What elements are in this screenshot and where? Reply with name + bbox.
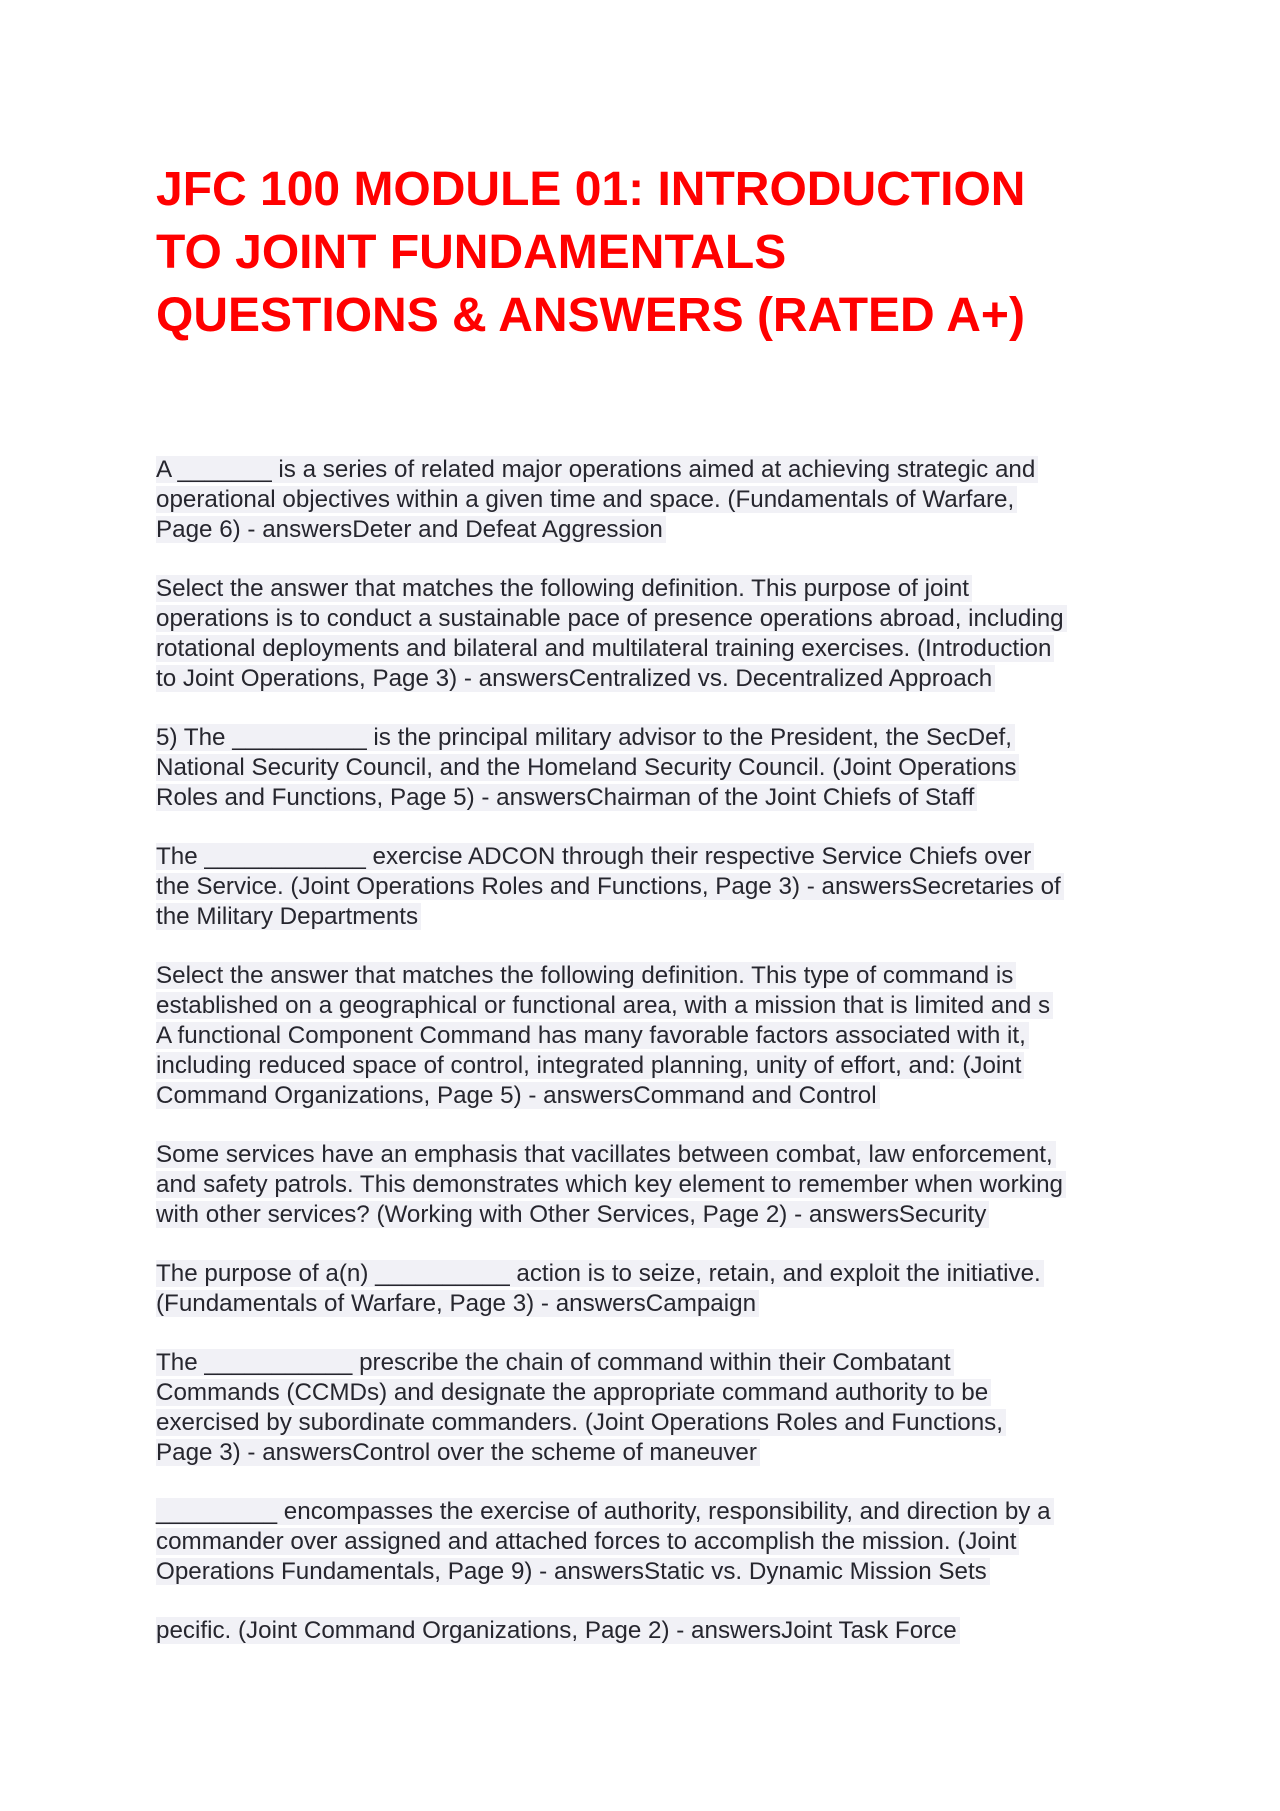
qa-list xyxy=(156,455,1156,1675)
qa-line xyxy=(156,664,1156,694)
qa-line xyxy=(156,634,1156,664)
qa-line xyxy=(156,515,1156,545)
qa-line-text: and safety patrols. This demonstrates which key element to remember when working xyxy=(156,1171,1066,1198)
qa-line-text: with other services? (Working with Other Services, Page 2) - answersSecurity xyxy=(156,1201,989,1228)
qa-line-text: National Security Council, and the Homeland Security Council. (Joint Operations xyxy=(156,754,1019,781)
qa-line-text: commander over assigned and attached forces to accomplish the mission. (Joint xyxy=(156,1528,1019,1555)
qa-line xyxy=(156,961,1156,991)
qa-line-text: The ____________ exercise ADCON through their respective Service Chiefs over xyxy=(156,843,1034,870)
qa-item xyxy=(156,1497,1156,1587)
qa-line xyxy=(156,723,1156,753)
qa-line-text: Commands (CCMDs) and designate the appropriate command authority to be xyxy=(156,1379,991,1406)
qa-line-text: Select the answer that matches the following definition. This purpose of joint xyxy=(156,575,972,602)
qa-line-text: Some services have an emphasis that vacillates between combat, law enforcement, xyxy=(156,1141,1056,1168)
qa-line xyxy=(156,1051,1156,1081)
qa-line-text: Operations Fundamentals, Page 9) - answersStatic vs. Dynamic Mission Sets xyxy=(156,1558,990,1585)
qa-line-text: (Fundamentals of Warfare, Page 3) - answersCampaign xyxy=(156,1290,759,1317)
qa-line xyxy=(156,1557,1156,1587)
qa-line xyxy=(156,485,1156,515)
qa-line xyxy=(156,842,1156,872)
qa-item xyxy=(156,1259,1156,1319)
qa-line xyxy=(156,1289,1156,1319)
qa-line xyxy=(156,1616,1156,1646)
qa-line-text: Select the answer that matches the following definition. This type of command is xyxy=(156,962,1016,989)
qa-line xyxy=(156,455,1156,485)
qa-line xyxy=(156,1200,1156,1230)
qa-line-text: the Military Departments xyxy=(156,903,421,930)
qa-line-text: A _______ is a series of related major operations aimed at achieving strategic and xyxy=(156,456,1038,483)
qa-line xyxy=(156,1259,1156,1289)
qa-line-text: _________ encompasses the exercise of authority, responsibility, and direction by a xyxy=(156,1498,1054,1525)
qa-line xyxy=(156,1527,1156,1557)
qa-line xyxy=(156,783,1156,813)
qa-line-text: The purpose of a(n) __________ action is to seize, retain, and exploit the initiative. xyxy=(156,1260,1044,1287)
qa-line xyxy=(156,1408,1156,1438)
qa-line xyxy=(156,1170,1156,1200)
qa-line-text: Command Organizations, Page 5) - answersCommand and Control xyxy=(156,1082,880,1109)
document-title-line: QUESTIONS & ANSWERS (RATED A+) xyxy=(156,289,1025,342)
qa-line xyxy=(156,1140,1156,1170)
qa-line-text: 5) The __________ is the principal military advisor to the President, the SecDef, xyxy=(156,724,1015,751)
document-title-line: TO JOINT FUNDAMENTALS xyxy=(156,226,787,279)
qa-item xyxy=(156,455,1156,545)
qa-line-text: including reduced space of control, integrated planning, unity of effort, and: (Joint xyxy=(156,1052,1024,1079)
qa-line-text: to Joint Operations, Page 3) - answersCentralized vs. Decentralized Approach xyxy=(156,665,995,692)
qa-line xyxy=(156,1378,1156,1408)
qa-line-text: rotational deployments and bilateral and multilateral training exercises. (Introduction xyxy=(156,635,1054,662)
document-title xyxy=(156,158,1156,347)
qa-line xyxy=(156,1497,1156,1527)
qa-line xyxy=(156,1348,1156,1378)
qa-line-text: Roles and Functions, Page 5) - answersChairman of the Joint Chiefs of Staff xyxy=(156,784,977,811)
qa-line-text: operational objectives within a given time and space. (Fundamentals of Warfare, xyxy=(156,486,1017,513)
qa-item xyxy=(156,723,1156,813)
qa-item xyxy=(156,842,1156,932)
qa-line-text: Page 6) - answersDeter and Defeat Aggression xyxy=(156,516,666,543)
document-title-line: JFC 100 MODULE 01: INTRODUCTION xyxy=(156,163,1026,216)
qa-line-text: the Service. (Joint Operations Roles and Functions, Page 3) - answersSecretaries of xyxy=(156,873,1064,900)
qa-item xyxy=(156,1348,1156,1468)
qa-line xyxy=(156,872,1156,902)
qa-item xyxy=(156,574,1156,694)
qa-line xyxy=(156,1438,1156,1468)
qa-item xyxy=(156,1140,1156,1230)
qa-line xyxy=(156,574,1156,604)
qa-line xyxy=(156,753,1156,783)
qa-line xyxy=(156,902,1156,932)
qa-line xyxy=(156,991,1156,1021)
qa-item xyxy=(156,1616,1156,1646)
qa-line-text: Page 3) - answersControl over the scheme of maneuver xyxy=(156,1439,760,1466)
qa-line-text: The ___________ prescribe the chain of command within their Combatant xyxy=(156,1349,954,1376)
qa-line xyxy=(156,604,1156,634)
qa-item xyxy=(156,961,1156,1111)
qa-line-text: operations is to conduct a sustainable pace of presence operations abroad, including xyxy=(156,605,1067,632)
qa-line-text: exercised by subordinate commanders. (Joint Operations Roles and Functions, xyxy=(156,1409,1006,1436)
qa-line xyxy=(156,1021,1156,1051)
qa-line xyxy=(156,1081,1156,1111)
qa-line-text: established on a geographical or functional area, with a mission that is limited and s xyxy=(156,992,1053,1019)
qa-line-text: pecific. (Joint Command Organizations, Page 2) - answersJoint Task Force xyxy=(156,1617,960,1644)
qa-line-text: A functional Component Command has many favorable factors associated with it, xyxy=(156,1022,1029,1049)
